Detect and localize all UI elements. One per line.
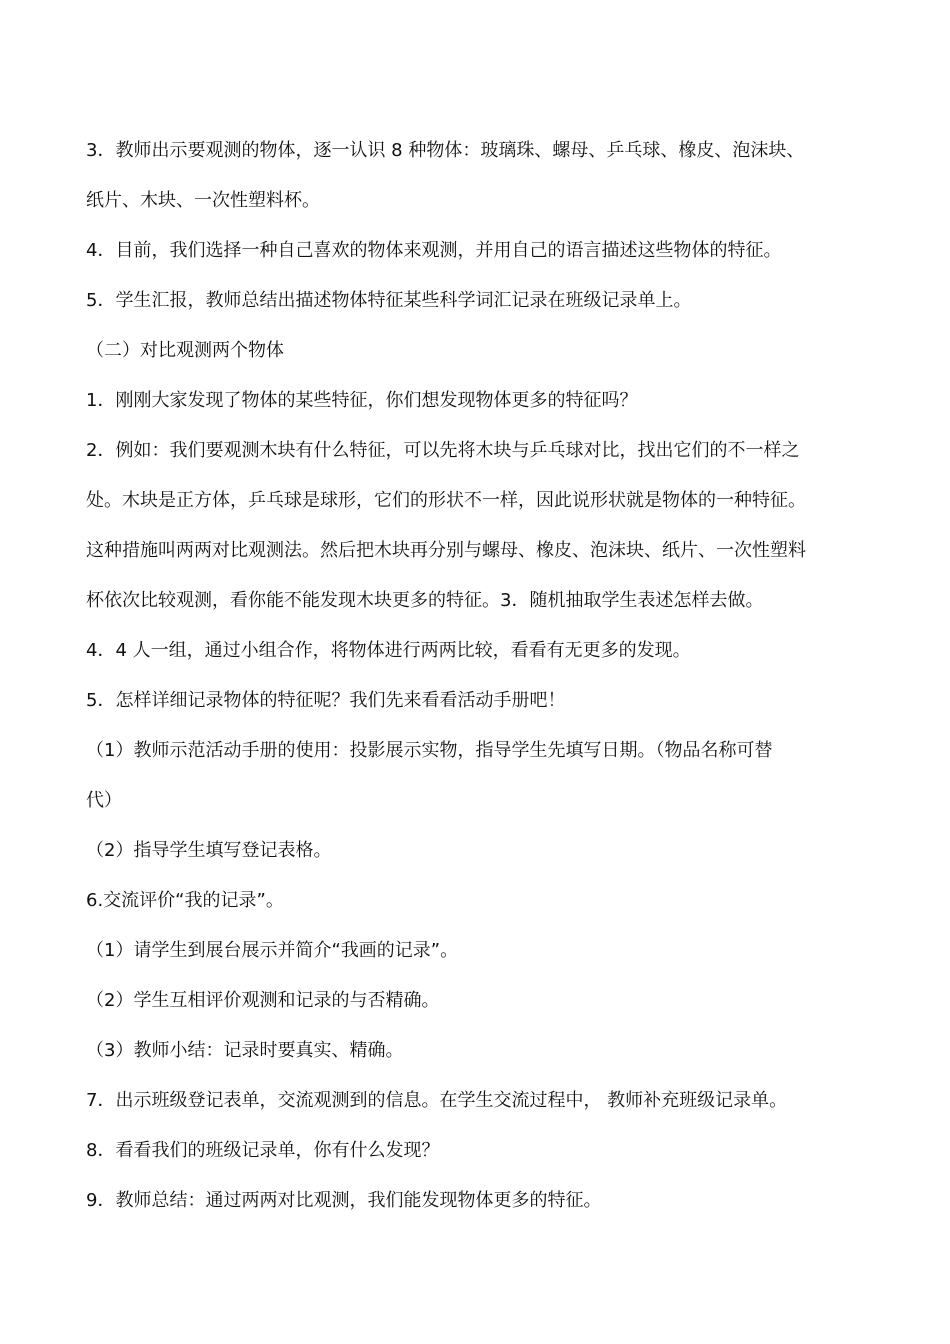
text-line: 2．例如：我们要观测木块有什么特征，可以先将木块与乒乓球对比，找出它们的不一样之 [86,440,800,461]
text-line: 4．目前，我们选择一种自己喜欢的物体来观测，并用自己的语言描述这些物体的特征。 [86,240,782,261]
text-line: 9．教师总结：通过两两对比观测，我们能发现物体更多的特征。 [86,1190,602,1211]
text-line: 1．刚刚大家发现了物体的某些特征，你们想发现物体更多的特征吗？ [86,390,638,411]
text-line: （2）学生互相评价观测和记录的与否精确。 [86,990,440,1011]
text-line: （1）教师示范活动手册的使用：投影展示实物，指导学生先填写日期。（物品名称可替 [86,740,773,761]
text-line: 纸片、木块、一次性塑料杯。 [86,190,320,211]
text-line: （2）指导学生填写登记表格。 [86,840,332,861]
text-line: （1）请学生到展台展示并简介“我画的记录”。 [86,940,459,961]
text-line: 代） [86,790,122,811]
text-line: 4．4 人一组，通过小组合作，将物体进行两两比较，看看有无更多的发现。 [86,640,691,661]
text-line: 这种措施叫两两对比观测法。然后把木块再分别与螺母、橡皮、泡沫块、纸片、一次性塑料 [86,540,806,561]
text-line: 杯依次比较观测，看你能不能发现木块更多的特征。3．随机抽取学生表述怎样去做。 [86,590,764,611]
text-line: 5．学生汇报，教师总结出描述物体特征某些科学词汇记录在班级记录单上。 [86,290,692,311]
text-line: 5．怎样详细记录物体的特征呢？我们先来看看活动手册吧！ [86,690,566,711]
text-line: （3）教师小结：记录时要真实、精确。 [86,1040,404,1061]
text-line: 6.交流评价“我的记录”。 [86,890,284,911]
text-line: 3．教师出示要观测的物体，逐一认识 8 种物体：玻璃珠、螺母、乒乓球、橡皮、泡沫块、 [86,140,805,161]
text-line: 处。木块是正方体，乒乓球是球形，它们的形状不一样，因此说形状就是物体的一种特征。 [86,490,806,511]
text-line: 7．出示班级登记表单，交流观测到的信息。在学生交流过程中， 教师补充班级记录单。 [86,1090,788,1111]
text-line: 8．看看我们的班级记录单，你有什么发现？ [86,1140,440,1161]
section-heading: （二）对比观测两个物体 [86,340,284,361]
